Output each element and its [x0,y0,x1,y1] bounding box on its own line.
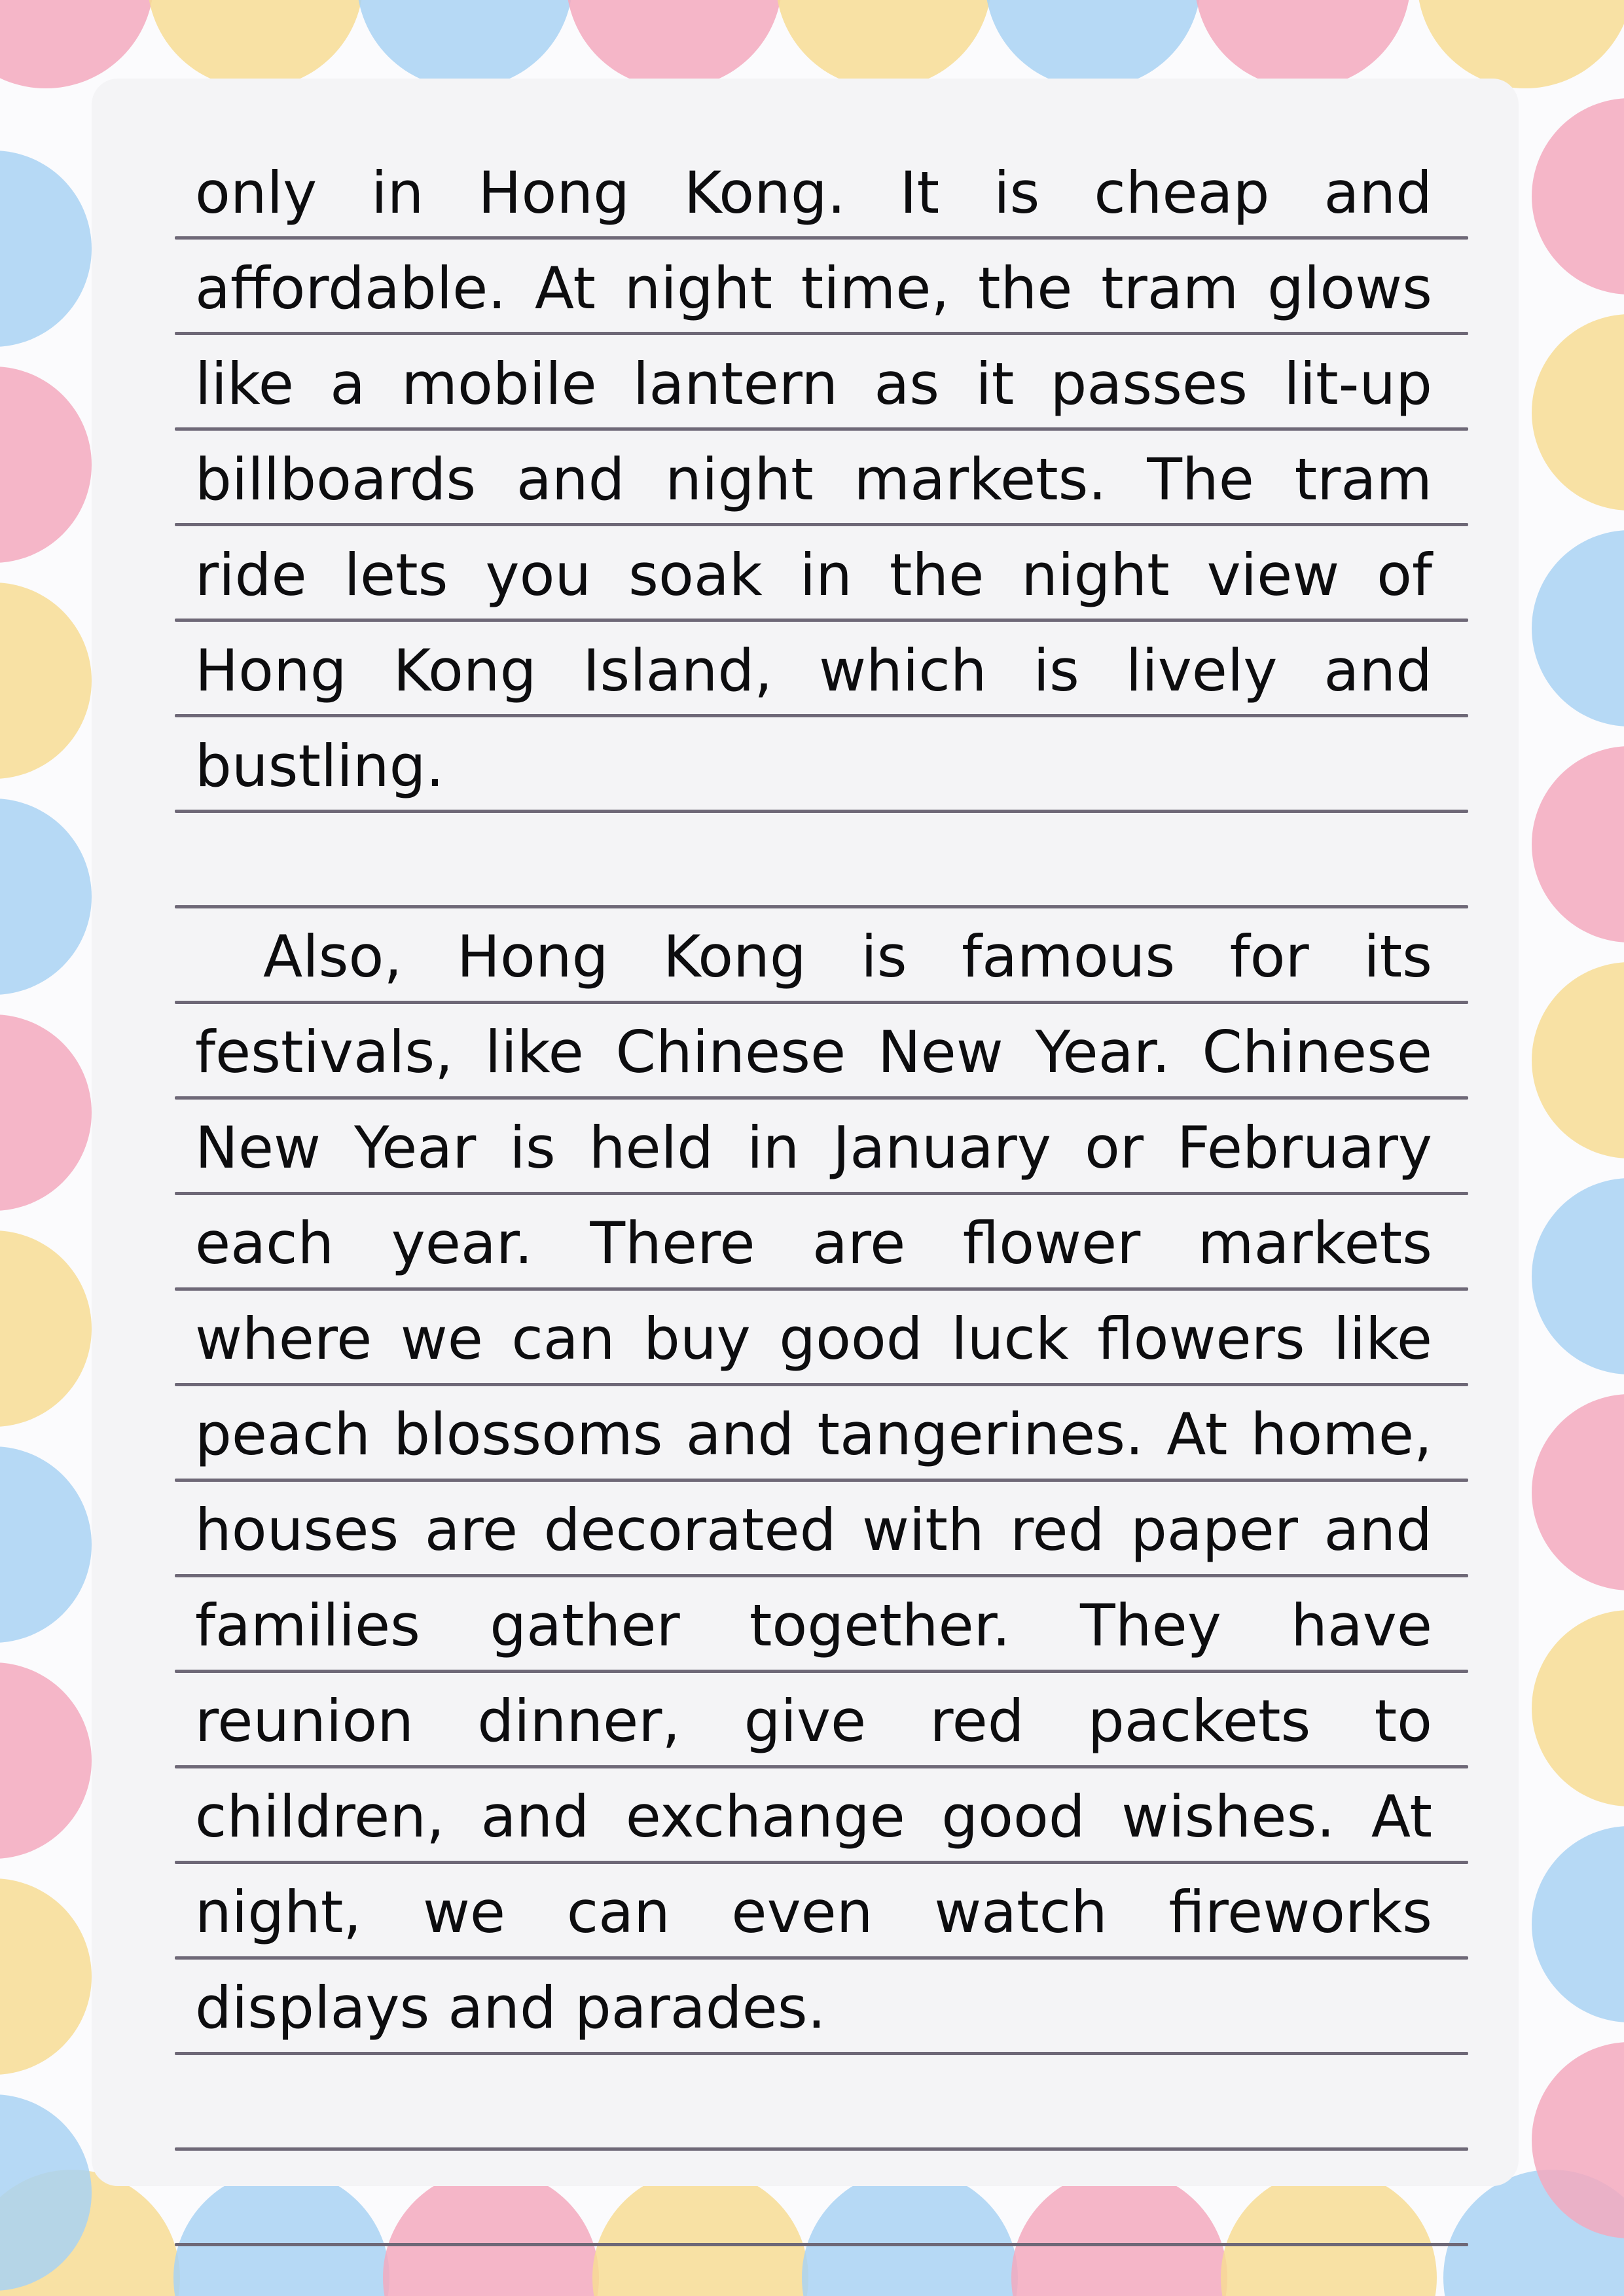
ruled-line [175,2052,1468,2055]
decorative-dot [985,0,1201,88]
ruled-line [175,1383,1468,1386]
ruled-line [175,2147,1468,2151]
decorative-dot [1532,962,1624,1158]
decorative-dot [1532,746,1624,942]
ruled-line [175,2243,1468,2246]
text-line: festivals, like Chinese New Year. Chinese [195,1018,1432,1086]
text-line: only in Hong Kong. It is cheap and [195,159,1432,226]
ruled-line [175,523,1468,526]
decorative-dot [0,1014,92,1211]
decorative-dot [0,1662,92,1859]
decorative-dot [1532,98,1624,295]
decorative-dot [1011,2170,1227,2296]
ruled-line [175,1001,1468,1004]
decorative-dot [383,2170,599,2296]
decorative-dot [0,583,92,779]
ruled-line [175,810,1468,813]
decorative-dot [776,0,992,88]
decorative-dot [1532,1610,1624,1806]
decorative-dot [1195,0,1411,88]
decorative-dot [0,798,92,995]
text-line: Also, Hong Kong is famous for its [263,923,1432,990]
ruled-line [175,236,1468,240]
text-line: peach blossoms and tangerines. At home, [195,1401,1432,1468]
decorative-dot [1221,2170,1437,2296]
ruled-line [175,1861,1468,1864]
text-line: each year. There are flower markets [195,1210,1432,1277]
decorative-dot [0,0,154,88]
text-line: families gather together. They have [195,1592,1432,1659]
ruled-line [175,1287,1468,1291]
text-line: ride lets you soak in the night view of [195,541,1432,609]
ruled-line [175,1670,1468,1673]
decorative-dot [357,0,573,88]
decorative-dot [147,0,363,88]
decorative-dot [0,151,92,347]
ruled-line [175,1574,1468,1577]
ruled-line [175,1765,1468,1768]
decorative-dot [0,1878,92,2075]
decorative-dot [1532,1178,1624,1374]
decorative-dot [0,367,92,563]
decorative-dot [592,2170,808,2296]
text-line: where we can buy good luck flowers like [195,1305,1432,1372]
decorative-dot [1532,530,1624,726]
decorative-dot [1532,314,1624,511]
text-line: like a mobile lantern as it passes lit-up [195,350,1432,418]
decorative-dot [1417,0,1624,88]
decorative-dot [0,1446,92,1643]
text-line: night, we can even watch fireworks [195,1878,1432,1946]
ruled-line [175,714,1468,717]
text-line: billboards and night markets. The tram [195,446,1432,513]
text-line: Hong Kong Island, which is lively and [195,637,1432,704]
decorative-dot [802,2170,1018,2296]
ruled-line [175,619,1468,622]
ruled-line [175,427,1468,431]
text-line: reunion dinner, give red packets to [195,1687,1432,1755]
text-line: children, and exchange good wishes. At [195,1783,1432,1850]
ruled-line [175,905,1468,908]
text-line: affordable. At night time, the tram glows [195,255,1432,322]
ruled-line [175,1192,1468,1195]
decorative-dot [566,0,782,88]
decorative-dot [173,2170,389,2296]
ruled-line [175,1479,1468,1482]
decorative-dot [1532,1394,1624,1590]
text-line: New Year is held in January or February [195,1114,1432,1181]
decorative-dot [0,1230,92,1427]
text-line: displays and parades. [195,1974,826,2041]
ruled-line [175,1956,1468,1960]
ruled-line [175,332,1468,335]
text-line: bustling. [195,732,444,800]
ruled-line [175,1096,1468,1100]
text-line: houses are decorated with red paper and [195,1496,1432,1564]
decorative-dot [1532,1826,1624,2022]
